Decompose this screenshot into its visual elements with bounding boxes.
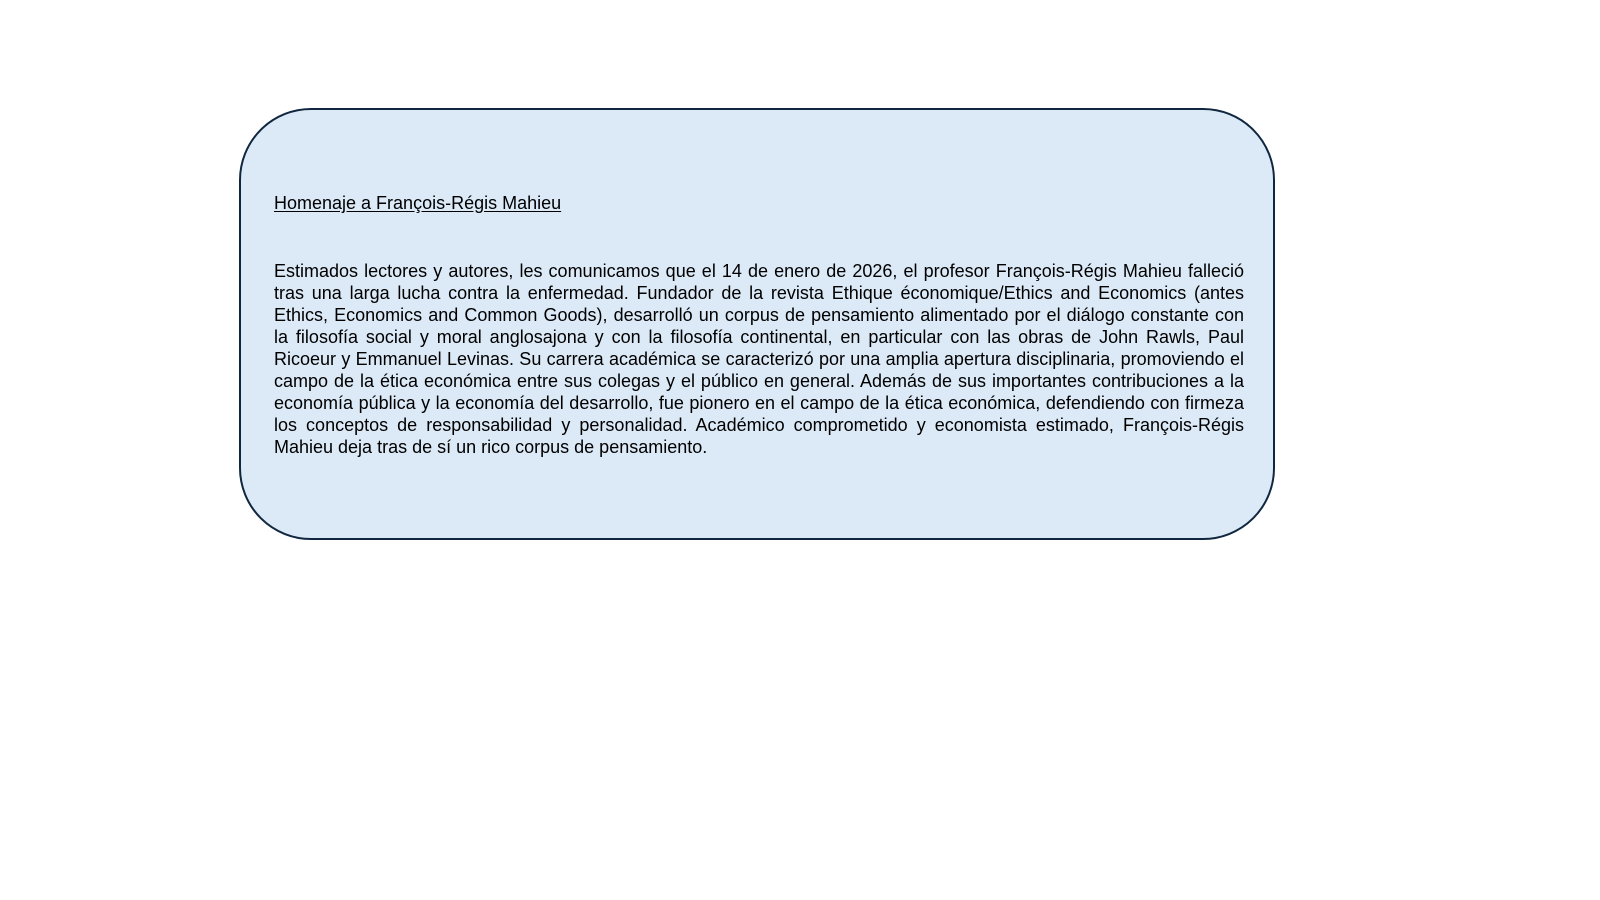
- tribute-notice-box: [239, 108, 1275, 540]
- notice-title: Homenaje a François-Régis Mahieu: [274, 193, 562, 213]
- notice-body: Estimados lectores y autores, les comunicamos que el 14 de enero de 2026, el profesor François-Régis Mahieu falleció tras una larga lucha contra la enfermedad. Fundador de la revista Ethique économique/Ethics and Economics (antes Ethics, Economics and Common Goods), desarrolló un corpus de pensamiento alimentado por el diálogo constante con la filosofía social y moral anglosajona y con la filosofía continental, en particular con las obras de John Rawls, Paul Ricoeur y Emmanuel Levinas. Su carrera académica se caracterizó por una amplia apertura disciplinaria, promoviendo el campo de la ética económica entre sus colegas y el público en general. Además de sus importantes contribuciones a la economía pública y la economía del desarrollo, fue pionero en el campo de la ética económica, defendiendo con firmeza los conceptos de responsabilidad y personalidad. Académico comprometido y economista estimado, François-Régis Mahieu deja tras de sí un rico corpus de pensamiento.: [274, 261, 1244, 457]
